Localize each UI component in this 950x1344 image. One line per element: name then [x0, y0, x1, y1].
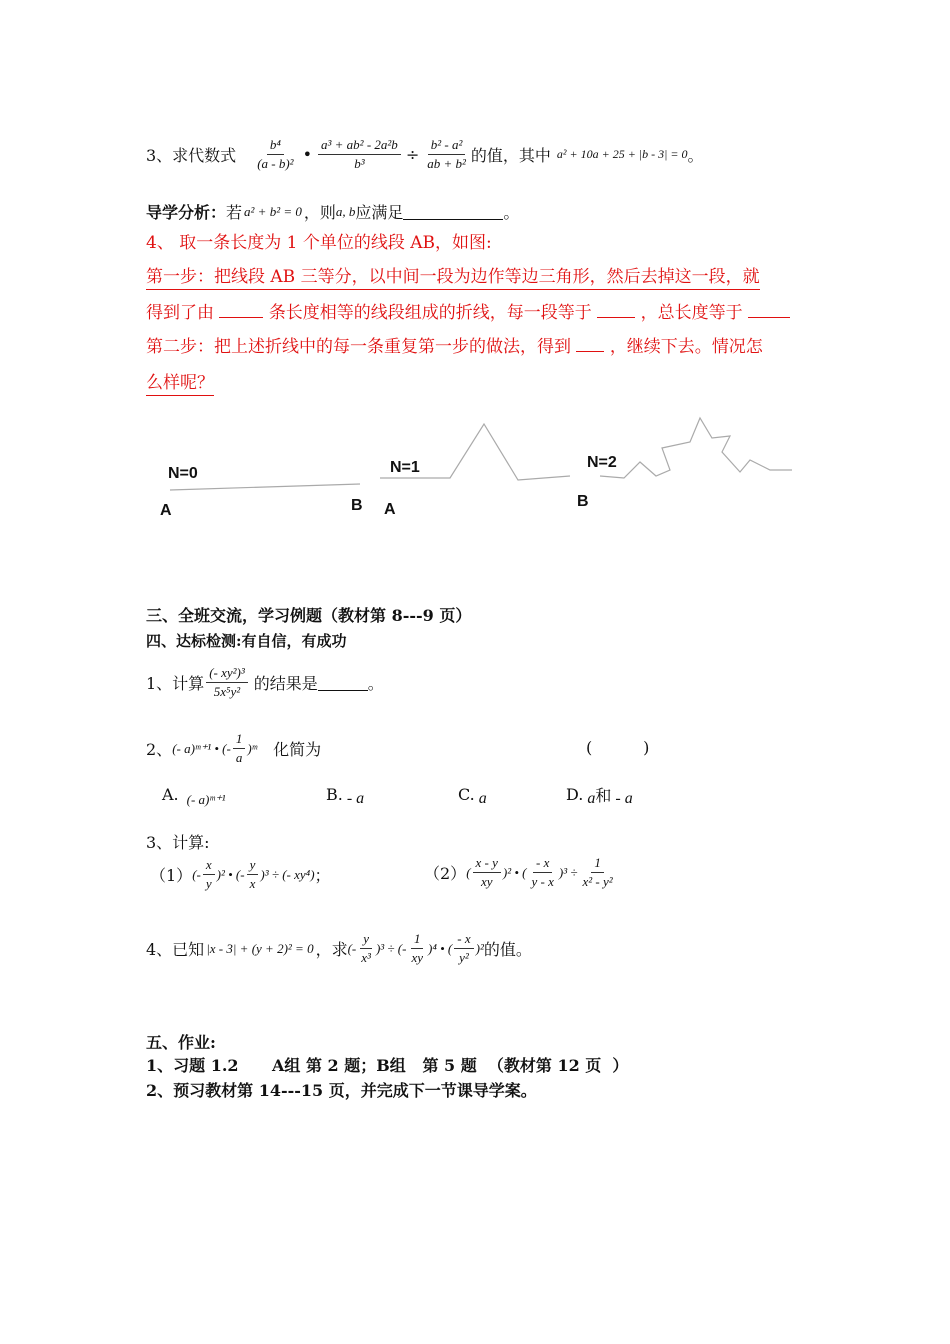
analysis-expr: a² + b² = 0: [244, 203, 302, 219]
homework-1: 1、习题 1.2 A组 第 2 题；B组 第 5 题 （教材第 12 页 ）: [146, 1056, 629, 1075]
q4-line4: [146, 332, 763, 357]
q3-div: ÷: [405, 145, 420, 164]
t2-opt-d-and: 和: [595, 785, 612, 805]
t2-opt-a-value: (- a)ᵐ⁺¹: [186, 792, 226, 807]
q4-blank-result[interactable]: [576, 351, 604, 352]
q4-line1: 4、 取一条长度为 1 个单位的线段 AB，如图:: [146, 233, 492, 253]
q4-blank-count[interactable]: [219, 317, 263, 318]
q3-fraction-1: [254, 136, 296, 173]
t2-opt-d-value1: a: [587, 790, 596, 807]
t2-suffix: 化简为: [273, 740, 322, 759]
q4-line3c: ，总长度等于: [640, 303, 743, 323]
t2-den: a: [235, 750, 243, 765]
q3-f1-num: b⁴: [267, 136, 284, 155]
t4-f2n: 1: [411, 930, 424, 949]
t4-mid: ，求: [315, 940, 348, 959]
test-2-line: [146, 730, 321, 767]
test-3-title: 3、计算:: [146, 833, 210, 852]
koch-n2-polyline: [600, 418, 792, 478]
t4-f1n: y: [360, 930, 372, 949]
t2-opt-c-label: C.: [458, 784, 475, 804]
t3-p2-a: (: [466, 864, 471, 880]
koch-figure: [0, 410, 950, 530]
t2-opt-d-value2: - a: [615, 790, 633, 807]
label-n2: N=2: [587, 454, 617, 471]
test-4-line: [146, 930, 532, 967]
test-1-line: [146, 664, 384, 701]
t3-p2-f1n: x - y: [473, 854, 501, 873]
q4-line3a: 得到了由: [146, 303, 214, 323]
t4-end: 的值。: [483, 940, 532, 959]
t3-part-1: [150, 856, 331, 893]
analysis-vars: a, b: [335, 203, 356, 219]
t2-prefix: 2、: [146, 740, 173, 759]
t4-f2d: xy: [411, 950, 424, 965]
q3-f2-num: a³ + ab² - 2a²b: [318, 136, 401, 155]
q4-line4a: 第二步：把上述折线中的每一条重复第一步的做法，得到: [146, 337, 571, 357]
q3-f3-num: b² - a²: [428, 136, 466, 155]
t2-opt-a-label: A.: [162, 784, 179, 804]
t2-expr-a: (- a)ᵐ⁺¹ • (-: [172, 740, 231, 756]
t4-prefix: 4、已知: [146, 940, 205, 959]
label-b-1: B: [351, 497, 363, 514]
q4-line5: [146, 368, 214, 396]
t4-frac1: [358, 930, 374, 967]
analysis-text3: 应满足: [355, 203, 404, 222]
section-3-heading: 三、全班交流，学习例题（教材第 8---9 页）: [146, 606, 472, 625]
t3-p1-b: )² • (-: [216, 866, 245, 882]
t4-f3n: - x: [454, 930, 473, 949]
t4-a: (-: [347, 940, 357, 956]
section-5-heading: 五、作业:: [146, 1033, 216, 1052]
t3-p2-f3d: x² - y²: [582, 874, 613, 889]
analysis-text2: ，则: [303, 203, 336, 222]
t4-f1d: x³: [361, 950, 371, 965]
t4-condition: |x - 3| + (y + 2)² = 0: [206, 940, 314, 956]
t3-p2-frac1: [473, 854, 501, 891]
q4-line3: [146, 298, 790, 323]
t3-part-2: [424, 854, 618, 891]
q4-line5-text: 么样呢？: [146, 373, 214, 393]
t3-p1-f2d: x: [249, 876, 256, 891]
analysis-end: 。: [503, 203, 520, 222]
q3-f2-den: b³: [354, 156, 365, 171]
q4-line2-text: 第一步：把线段 AB 三等分，以中间一段为边作等边三角形，然后去掉这一段，就: [146, 267, 760, 287]
analysis-blank[interactable]: [403, 203, 503, 220]
t1-suffix: 的结果是: [253, 674, 318, 693]
q3-fraction-2: [318, 136, 401, 173]
analysis-line: [146, 200, 519, 223]
t2-opt-b-label: B.: [326, 784, 343, 804]
t1-den: 5x⁵y²: [213, 684, 241, 699]
q4-line2: [146, 262, 760, 290]
label-b-2: B: [577, 493, 589, 510]
t3-p1-a: (-: [192, 866, 201, 882]
t2-answer-paren[interactable]: ( ): [586, 738, 650, 757]
t2-option-d[interactable]: [566, 780, 633, 808]
t3-p1-frac1: [203, 856, 215, 893]
t1-num: (- xy²)³: [206, 664, 248, 683]
t2-expr-b: )ᵐ: [247, 740, 258, 756]
section-4-heading: 四、达标检测:有自信，有成功: [146, 632, 347, 650]
t3-p1-f1d: y: [205, 876, 212, 891]
t4-f3d: y²: [459, 950, 469, 965]
t1-prefix: 1、计算: [146, 674, 205, 693]
t3-p2-f2d: y - x: [531, 874, 554, 889]
t3-p2-label: （2）: [424, 864, 467, 883]
q3-f3-den: ab + b²: [427, 156, 466, 171]
t4-d: )²: [475, 940, 484, 956]
t4-frac3: [454, 930, 473, 967]
t2-option-c[interactable]: [458, 780, 487, 808]
q4-blank-segment[interactable]: [597, 317, 635, 318]
label-a-1: A: [160, 502, 172, 519]
label-n1: N=1: [390, 459, 420, 476]
t4-b: )³ ÷ (-: [375, 940, 407, 956]
t2-opt-c-value: a: [478, 790, 487, 807]
t1-end: 。: [367, 674, 384, 693]
t2-option-a[interactable]: [162, 780, 226, 808]
q3-dot: •: [302, 145, 313, 164]
label-a-2: A: [384, 501, 396, 518]
t3-p1-label: （1）: [150, 866, 193, 885]
label-n0: N=0: [168, 465, 198, 482]
q3-end: 。: [687, 146, 704, 165]
t4-c: )⁴ • (: [428, 940, 453, 956]
t3-p1-frac2: [247, 856, 259, 893]
t3-p2-b: )² • (: [502, 864, 527, 880]
q4-line3b: 条长度相等的线段组成的折线，每一段等于: [268, 303, 592, 323]
q3-line: [146, 136, 704, 173]
t2-opt-d-label: D.: [566, 784, 584, 804]
q4-line4b: ，继续下去。情况怎: [609, 337, 763, 357]
q3-mid: 的值，其中: [470, 146, 551, 165]
t3-p2-frac3: [580, 854, 616, 891]
t1-blank[interactable]: [318, 674, 368, 691]
t2-opt-b-value: - a: [346, 790, 365, 807]
t4-frac2: [408, 930, 426, 967]
analysis-label: 导学分析：: [146, 203, 227, 222]
t3-p1-c: )³ ÷ (- xy⁴): [260, 866, 315, 882]
t3-p2-frac2: [529, 854, 557, 891]
q4-blank-total[interactable]: [748, 317, 790, 318]
t3-p2-c: )³ ÷: [558, 864, 578, 880]
t3-p1-f2n: y: [247, 856, 259, 875]
t3-p2-f2n: - x: [533, 854, 552, 873]
t1-fraction: [206, 664, 248, 701]
homework-2: 2、预习教材第 14---15 页，并完成下一节课导学案。: [146, 1081, 537, 1100]
q3-fraction-3: [424, 136, 469, 173]
t2-num: 1: [233, 730, 246, 749]
q3-f1-den: (a - b)²: [257, 156, 294, 171]
q3-condition: a² + 10a + 25 + |b - 3| = 0: [556, 147, 688, 161]
t3-p1-end: ；: [314, 866, 331, 885]
t3-p2-f3n: 1: [591, 854, 604, 873]
koch-n0-segment: [170, 484, 360, 490]
t2-option-b[interactable]: [326, 780, 364, 808]
t2-fraction: [233, 730, 246, 767]
t3-p2-f1d: xy: [480, 874, 493, 889]
t3-p1-f1n: x: [203, 856, 215, 875]
analysis-text1: 若: [226, 203, 243, 222]
q3-prefix: 3、求代数式: [146, 146, 237, 165]
